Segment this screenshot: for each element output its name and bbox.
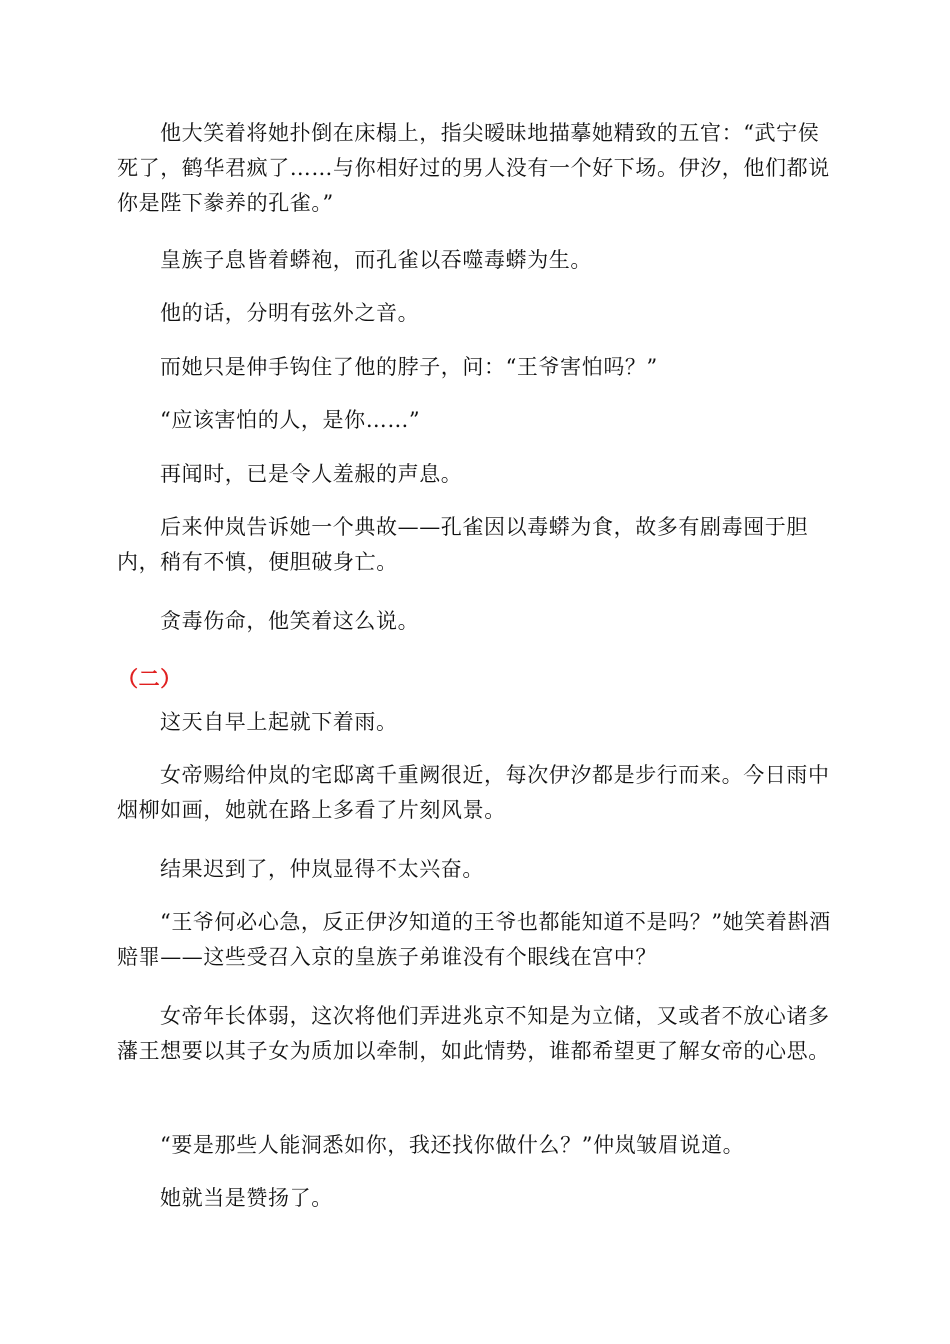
paragraph: “王爷何必心急，反正伊汐知道的王爷也都能知道不是吗？”她笑着斟酒赔罪——这些受召入京的皇族子弟谁没有个眼线在宫中？ xyxy=(117,910,831,969)
paragraph: 女帝赐给仲岚的宅邸离千重阙很近，每次伊汐都是步行而来。今日雨中烟柳如画，她就在路上多看了片刻风景。 xyxy=(117,763,830,822)
paragraph: 女帝年长体弱，这次将他们弄进兆京不知是为立储，又或者不放心诸多藩王想要以其子女为质加以牵制，如此情势，谁都希望更了解女帝的心思。 xyxy=(117,1004,830,1063)
paragraph: 贪毒伤命，他笑着这么说。 xyxy=(160,609,420,633)
paragraph: “要是那些人能洞悉如你，我还找你做什么？”仲岚皱眉说道。 xyxy=(160,1133,745,1157)
paragraph: 他的话，分明有弦外之音。 xyxy=(160,301,420,325)
paragraph: 他大笑着将她扑倒在床榻上，指尖暧昧地描摹她精致的五官：“武宁侯死了，鹤华君疯了……与你相好过的男人没有一个好下场。伊汐，他们都说你是陛下豢养的孔雀。” xyxy=(117,121,830,215)
paragraph: 皇族子息皆着蟒袍，而孔雀以吞噬毒蟒为生。 xyxy=(160,248,592,272)
section-heading: （二） xyxy=(117,667,182,691)
paragraph: 而她只是伸手钩住了他的脖子，问：“王爷害怕吗？” xyxy=(160,355,658,379)
paragraph: 这天自早上起就下着雨。 xyxy=(160,710,398,734)
paragraph: 结果迟到了，仲岚显得不太兴奋。 xyxy=(160,857,484,881)
paragraph: “应该害怕的人，是你……” xyxy=(160,408,421,432)
paragraph: 再闻时，已是令人羞赧的声息。 xyxy=(160,462,463,486)
paragraph: 后来仲岚告诉她一个典故——孔雀因以毒蟒为食，故多有剧毒囤于胆内，稍有不慎，便胆破身亡。 xyxy=(117,515,808,574)
paragraph: 她就当是赞扬了。 xyxy=(160,1186,333,1210)
